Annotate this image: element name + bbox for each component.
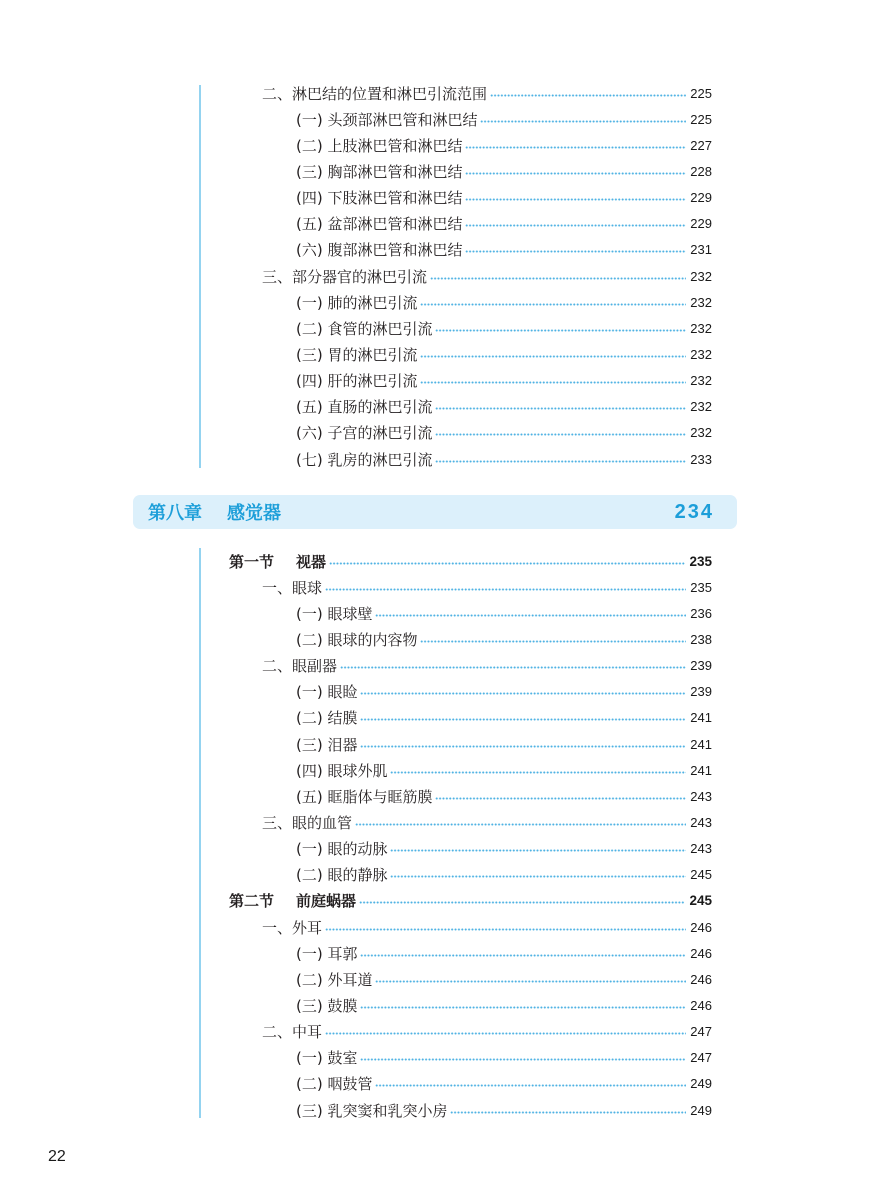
entry-title: (四) 下肢淋巴管和淋巴结 bbox=[296, 189, 463, 208]
toc-chapter-list bbox=[0, 548, 712, 1123]
entry-title: (二) 结膜 bbox=[296, 709, 358, 728]
dot-leader bbox=[375, 980, 686, 983]
entry-page-number: 247 bbox=[690, 1024, 712, 1040]
entry-page-number: 243 bbox=[690, 841, 712, 857]
entry-title: (一) 眼的动脉 bbox=[296, 840, 388, 859]
entry-page-number: 229 bbox=[690, 216, 712, 232]
entry-page-number: 245 bbox=[690, 867, 712, 883]
entry-title: 一、眼球 bbox=[262, 578, 323, 597]
entry-title: (七) 乳房的淋巴引流 bbox=[296, 450, 433, 469]
entry-page-number: 247 bbox=[690, 1050, 712, 1066]
entry-title: (五) 盆部淋巴管和淋巴结 bbox=[296, 215, 463, 234]
dot-leader bbox=[435, 797, 686, 800]
entry-page-number: 228 bbox=[690, 163, 712, 179]
entry-title: (二) 上肢淋巴管和淋巴结 bbox=[296, 136, 463, 155]
subtopic-entry bbox=[0, 106, 712, 132]
dot-leader bbox=[390, 771, 686, 774]
entry-title: 二、淋巴结的位置和淋巴引流范围 bbox=[262, 84, 488, 103]
dot-leader bbox=[435, 433, 686, 436]
entry-page-number: 227 bbox=[690, 137, 712, 153]
entry-page-number: 229 bbox=[690, 190, 712, 206]
subtopic-entry bbox=[0, 420, 712, 446]
entry-title: 视器 bbox=[296, 552, 327, 571]
entry-title: (三) 胃的淋巴引流 bbox=[296, 345, 418, 364]
dot-leader bbox=[325, 588, 686, 591]
entry-page-number: 238 bbox=[690, 631, 712, 647]
topic-entry bbox=[0, 1019, 712, 1045]
dot-leader bbox=[465, 198, 686, 201]
dot-leader bbox=[360, 1006, 686, 1009]
dot-leader bbox=[390, 875, 686, 878]
topic-entry bbox=[0, 653, 712, 679]
subtopic-entry bbox=[0, 966, 712, 992]
entry-title: (一) 耳郭 bbox=[296, 944, 358, 963]
entry-page-number: 232 bbox=[690, 294, 712, 310]
subtopic-entry bbox=[0, 1097, 712, 1123]
dot-leader bbox=[435, 329, 686, 332]
entry-title: (四) 眼球外肌 bbox=[296, 761, 388, 780]
entry-page-number: 246 bbox=[690, 971, 712, 987]
dot-leader bbox=[465, 224, 686, 227]
dot-leader bbox=[450, 1111, 686, 1114]
entry-title: 一、外耳 bbox=[262, 918, 323, 937]
entry-page-number: 232 bbox=[690, 373, 712, 389]
page-number: 22 bbox=[48, 1148, 66, 1165]
subtopic-entry bbox=[0, 626, 712, 652]
dot-leader bbox=[465, 250, 686, 253]
subtopic-entry bbox=[0, 368, 712, 394]
chapter-title: 感觉器 bbox=[227, 503, 281, 524]
dot-leader bbox=[325, 928, 686, 931]
entry-title: 前庭蜗器 bbox=[296, 892, 357, 911]
subtopic-entry bbox=[0, 731, 712, 757]
dot-leader bbox=[359, 901, 685, 904]
subtopic-entry bbox=[0, 940, 712, 966]
entry-page-number: 241 bbox=[690, 710, 712, 726]
chapter-number: 第八章 bbox=[148, 503, 202, 524]
entry-title: (三) 胸部淋巴管和淋巴结 bbox=[296, 162, 463, 181]
subtopic-entry bbox=[0, 862, 712, 888]
entry-title: (一) 眼睑 bbox=[296, 683, 358, 702]
subtopic-entry bbox=[0, 394, 712, 420]
dot-leader bbox=[430, 277, 686, 280]
entry-page-number: 232 bbox=[690, 425, 712, 441]
entry-page-number: 239 bbox=[690, 684, 712, 700]
dot-leader bbox=[420, 355, 686, 358]
entry-page-number: 232 bbox=[690, 268, 712, 284]
dot-leader bbox=[435, 460, 686, 463]
entry-title: (三) 鼓膜 bbox=[296, 996, 358, 1015]
subtopic-entry bbox=[0, 836, 712, 862]
subtopic-entry bbox=[0, 1071, 712, 1097]
subtopic-entry bbox=[0, 992, 712, 1018]
subtopic-entry bbox=[0, 158, 712, 184]
entry-page-number: 245 bbox=[689, 893, 712, 909]
dot-leader bbox=[360, 692, 686, 695]
entry-page-number: 233 bbox=[690, 451, 712, 467]
entry-page-number: 249 bbox=[690, 1102, 712, 1118]
entry-page-number: 249 bbox=[690, 1076, 712, 1092]
dot-leader bbox=[360, 954, 686, 957]
dot-leader bbox=[340, 666, 686, 669]
subtopic-entry bbox=[0, 1045, 712, 1071]
dot-leader bbox=[390, 849, 686, 852]
section-number: 第二节 bbox=[229, 892, 275, 911]
entry-title: (五) 直肠的淋巴引流 bbox=[296, 398, 433, 417]
entry-title: 二、眼副器 bbox=[262, 657, 338, 676]
dot-leader bbox=[325, 1032, 686, 1035]
dot-leader bbox=[420, 303, 686, 306]
entry-page-number: 225 bbox=[690, 85, 712, 101]
subtopic-entry bbox=[0, 289, 712, 315]
entry-page-number: 232 bbox=[690, 346, 712, 362]
entry-title: (二) 食管的淋巴引流 bbox=[296, 319, 433, 338]
topic-entry bbox=[0, 574, 712, 600]
entry-title: (三) 泪器 bbox=[296, 735, 358, 754]
entry-page-number: 246 bbox=[690, 919, 712, 935]
dot-leader bbox=[480, 120, 686, 123]
entry-page-number: 232 bbox=[690, 399, 712, 415]
subtopic-entry bbox=[0, 185, 712, 211]
toc-continued-list bbox=[0, 80, 712, 472]
dot-leader bbox=[375, 614, 686, 617]
entry-title: (二) 外耳道 bbox=[296, 970, 373, 989]
dot-leader bbox=[435, 407, 686, 410]
subtopic-entry bbox=[0, 315, 712, 341]
subtopic-entry bbox=[0, 757, 712, 783]
entry-title: (一) 眼球壁 bbox=[296, 604, 373, 623]
dot-leader bbox=[360, 745, 686, 748]
entry-page-number: 239 bbox=[690, 658, 712, 674]
topic-entry bbox=[0, 914, 712, 940]
topic-entry bbox=[0, 263, 712, 289]
subtopic-entry bbox=[0, 705, 712, 731]
entry-title: (二) 咽鼓管 bbox=[296, 1075, 373, 1094]
dot-leader bbox=[360, 718, 686, 721]
entry-title: (六) 腹部淋巴管和淋巴结 bbox=[296, 241, 463, 260]
subtopic-entry bbox=[0, 446, 712, 472]
subtopic-entry bbox=[0, 132, 712, 158]
dot-leader bbox=[375, 1084, 686, 1087]
topic-entry bbox=[0, 809, 712, 835]
subtopic-entry bbox=[0, 783, 712, 809]
entry-title: 三、部分器官的淋巴引流 bbox=[262, 267, 428, 286]
entry-title: 二、中耳 bbox=[262, 1023, 323, 1042]
entry-title: (二) 眼的静脉 bbox=[296, 866, 388, 885]
entry-title: (一) 鼓室 bbox=[296, 1049, 358, 1068]
subtopic-entry bbox=[0, 679, 712, 705]
entry-page-number: 235 bbox=[690, 579, 712, 595]
entry-page-number: 236 bbox=[690, 605, 712, 621]
dot-leader bbox=[329, 562, 685, 565]
entry-title: (二) 眼球的内容物 bbox=[296, 630, 418, 649]
section-heading-entry bbox=[0, 888, 712, 914]
subtopic-entry bbox=[0, 341, 712, 367]
chapter-banner bbox=[133, 495, 737, 529]
entry-title: (一) 肺的淋巴引流 bbox=[296, 293, 418, 312]
entry-page-number: 241 bbox=[690, 762, 712, 778]
entry-page-number: 246 bbox=[690, 997, 712, 1013]
dot-leader bbox=[465, 146, 686, 149]
entry-title: (四) 肝的淋巴引流 bbox=[296, 372, 418, 391]
entry-page-number: 232 bbox=[690, 320, 712, 336]
dot-leader bbox=[465, 172, 686, 175]
entry-page-number: 231 bbox=[690, 242, 712, 258]
entry-page-number: 243 bbox=[690, 788, 712, 804]
entry-title: 三、眼的血管 bbox=[262, 813, 353, 832]
entry-page-number: 243 bbox=[690, 814, 712, 830]
subtopic-entry bbox=[0, 237, 712, 263]
entry-page-number: 235 bbox=[689, 553, 712, 569]
chapter-page-number: 234 bbox=[674, 500, 714, 523]
dot-leader bbox=[360, 1058, 686, 1061]
entry-title: (五) 眶脂体与眶筋膜 bbox=[296, 787, 433, 806]
subtopic-entry bbox=[0, 211, 712, 237]
entry-title: (六) 子宫的淋巴引流 bbox=[296, 424, 433, 443]
section-heading-entry bbox=[0, 548, 712, 574]
topic-entry bbox=[0, 80, 712, 106]
entry-page-number: 246 bbox=[690, 945, 712, 961]
dot-leader bbox=[490, 94, 686, 97]
dot-leader bbox=[420, 640, 686, 643]
entry-page-number: 241 bbox=[690, 736, 712, 752]
section-number: 第一节 bbox=[229, 552, 275, 571]
dot-leader bbox=[355, 823, 686, 826]
entry-page-number: 225 bbox=[690, 111, 712, 127]
dot-leader bbox=[420, 381, 686, 384]
entry-title: (三) 乳突窦和乳突小房 bbox=[296, 1101, 448, 1120]
subtopic-entry bbox=[0, 600, 712, 626]
entry-title: (一) 头颈部淋巴管和淋巴结 bbox=[296, 110, 478, 129]
